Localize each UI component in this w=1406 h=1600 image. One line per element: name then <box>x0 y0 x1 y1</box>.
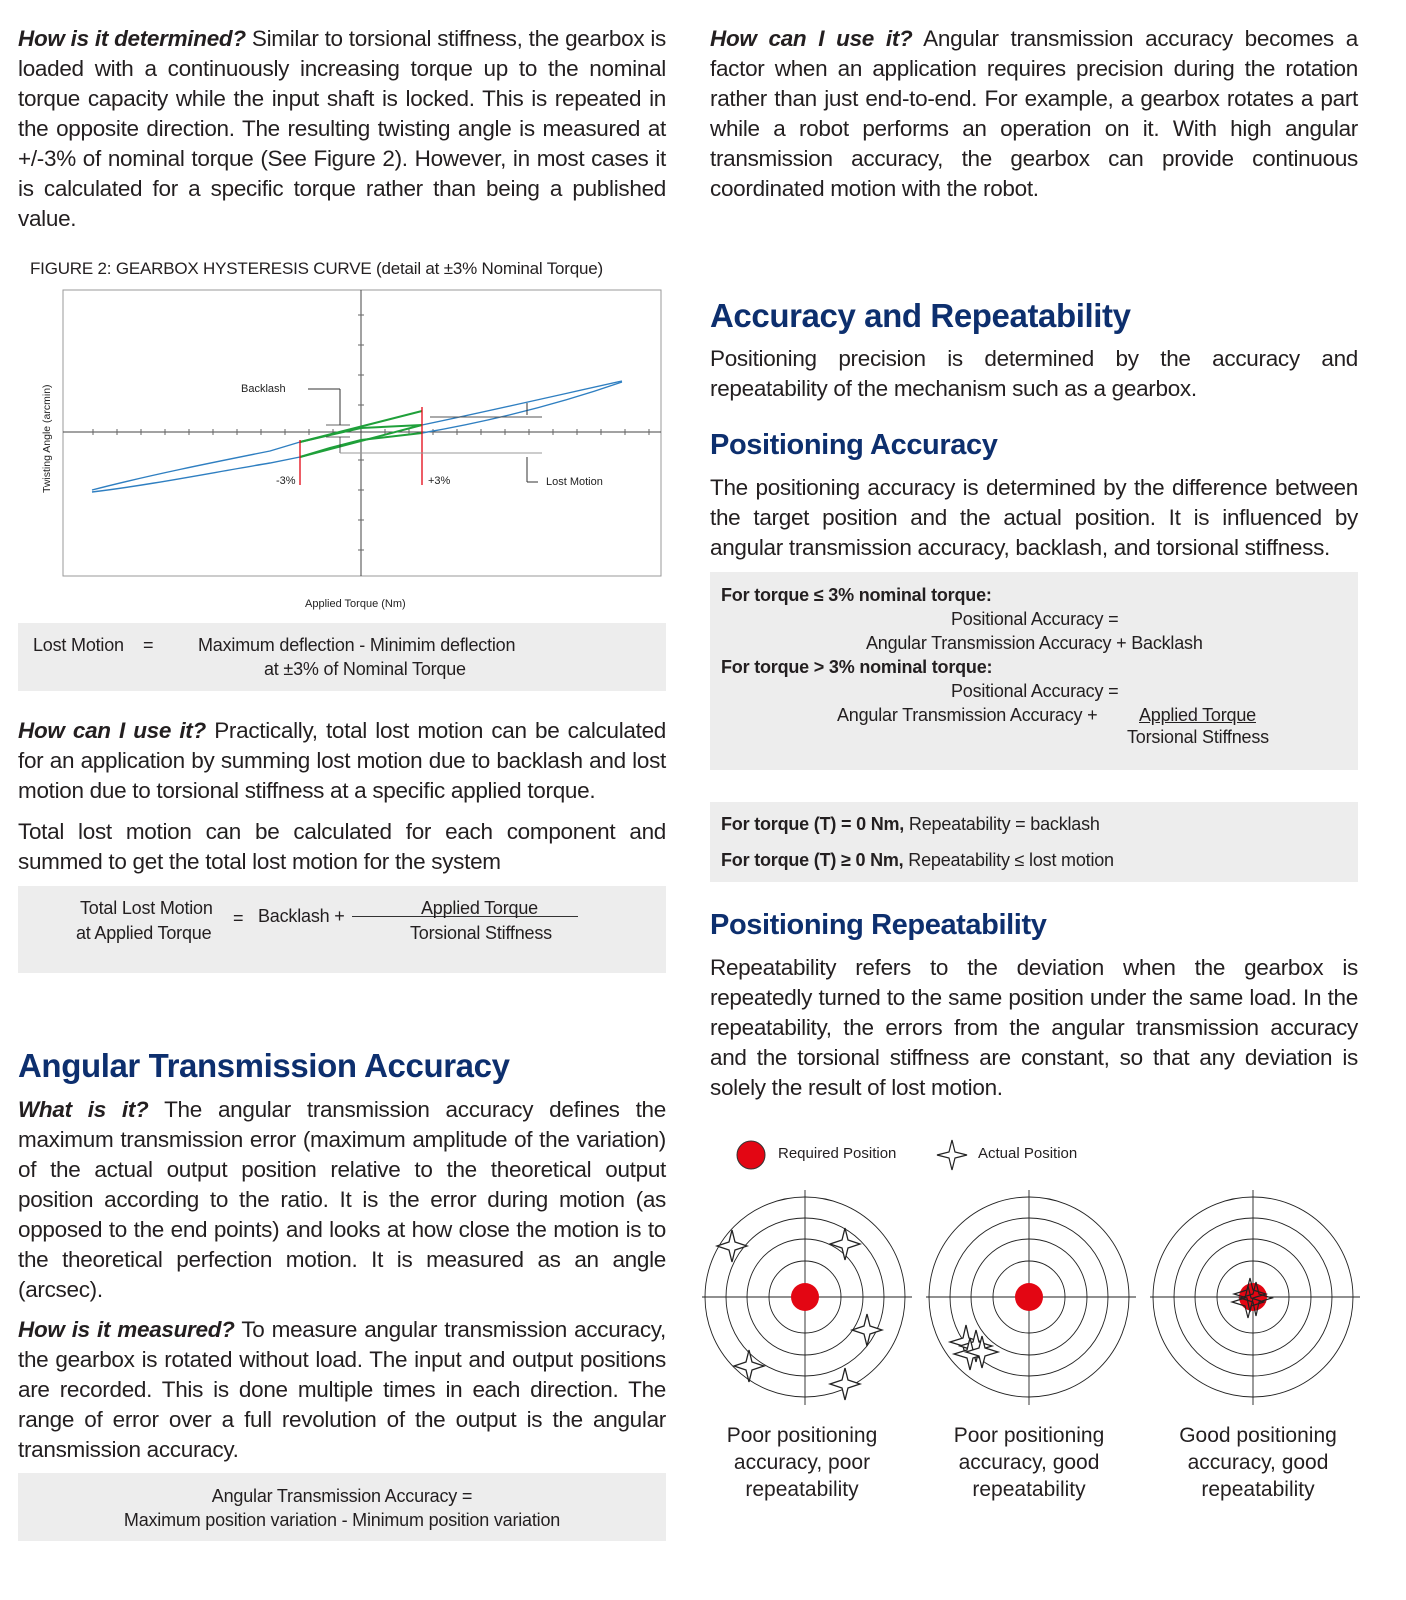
lost-motion-equals: = <box>143 635 154 655</box>
determined-paragraph <box>18 24 666 234</box>
use-paragraph-left <box>18 716 666 806</box>
total-lost-motion-box <box>18 886 666 973</box>
rep-row-1 <box>721 812 1100 836</box>
figure-title: FIGURE 2: GEARBOX HYSTERESIS CURVE (detail at ±3% Nominal Torque) <box>30 259 603 278</box>
chart-backlash-label: Backlash <box>241 383 286 395</box>
accuracy-repeatability-heading: Accuracy and Repeatability <box>710 297 1131 334</box>
caption-3-line2: accuracy, good <box>1187 1451 1329 1474</box>
ata-formula-line2: Maximum position variation - Minimum position variation <box>123 1510 561 1530</box>
chart-plus3-label: +3% <box>428 475 451 487</box>
chart-ylabel: Twisting Angle (arcmin) <box>41 384 53 493</box>
pa-case2-line1: Positional Accuracy = <box>951 681 1119 701</box>
pa-case2-numerator: Applied Torque <box>1139 705 1256 725</box>
repeatability-box <box>710 802 1358 882</box>
use-lead-left: How can I use it? <box>18 718 206 743</box>
rep-row-2 <box>721 848 1114 872</box>
lost-motion-formula-box <box>18 623 666 691</box>
accuracy-repeatability-text: Positioning precision is determined by the accuracy and repeatability of the mechanism such as a gearbox. <box>710 346 1358 401</box>
total-lhs2: at Applied Torque <box>76 923 212 943</box>
caption-2-line1: Poor positioning <box>953 1424 1105 1447</box>
use-text-right: Angular transmission accuracy becomes a factor when an application requires precision during the rotation rather than just end-to-end. For example, a gearbox rotates a part while a robot performs an operation on it. With high angular transmission accuracy, the gearbox can provide continuous coordinated motion with the robot. <box>710 26 1358 201</box>
lost-motion-line2: at ±3% of Nominal Torque <box>264 659 466 679</box>
caption-1-line1: Poor positioning <box>726 1424 878 1447</box>
target-poor-good <box>926 1190 1136 1405</box>
measured-text: To measure angular transmission accuracy, the gearbox is rotated without load. The input and output positions are recorded. This is done multiple times in each direction. The range of error over a full revolution of the output is the angular transmission accuracy. <box>18 1317 666 1462</box>
positioning-accuracy-text: The positioning accuracy is determined by the difference between the target position and the actual position. It is influenced by angular transmission accuracy, backlash, and torsional stiffness. <box>710 475 1358 560</box>
total-equals: = <box>233 908 244 928</box>
chart-xlabel: Applied Torque (Nm) <box>305 598 406 610</box>
hysteresis-chart <box>30 285 670 615</box>
what-text: The angular transmission accuracy defines the maximum transmission error (maximum amplitude of the variation) of the actual output position relative to the theoretical output position according to the ratio. It is the error during motion (as opposed to the end points) and looks at how close the motion is to the theoretical perfection motion. It is measured as an angle (arcsec). <box>18 1097 666 1302</box>
caption-3-line3: repeatability <box>1201 1478 1315 1501</box>
target-good-good <box>1150 1190 1360 1405</box>
what-paragraph <box>18 1095 666 1305</box>
use-text-left: Practically, total lost motion can be calculated for an application by summing lost motion due to backlash and lost motion due to torsional stiffness at a specific applied torque. <box>18 718 666 803</box>
lost-motion-lhs: Lost Motion <box>33 635 124 655</box>
ata-formula-line1: Angular Transmission Accuracy = <box>211 1486 473 1506</box>
ata-formula-box <box>18 1473 666 1541</box>
use-paragraph-right <box>710 24 1358 204</box>
required-position-icon <box>735 1138 769 1172</box>
rep-row-1-bold: For torque (T) = 0 Nm, <box>721 814 905 834</box>
positioning-repeatability-heading: Positioning Repeatability <box>710 909 1047 941</box>
pa-case2-label: For torque > 3% nominal torque: <box>721 657 993 677</box>
caption-3-line1: Good positioning <box>1179 1424 1337 1447</box>
target-caption-2 <box>929 1422 1129 1503</box>
target-caption-1 <box>702 1422 902 1503</box>
positioning-repeatability-text: Repeatability refers to the deviation when the gearbox is repeatedly turned to the same position under the same load. In the repeatability, the errors from the angular transmission accuracy and the torsional stiffness are constant, so that any deviation is solely the result of lost motion. <box>710 955 1358 1100</box>
ata-heading: Angular Transmission Accuracy <box>18 1047 510 1084</box>
total-lhs1: Total Lost Motion <box>80 898 213 918</box>
caption-2-line3: repeatability <box>972 1478 1086 1501</box>
pa-case1-line2: Angular Transmission Accuracy + Backlash <box>866 633 1203 653</box>
chart-lost-motion-label: Lost Motion <box>546 476 603 488</box>
use-lead-right: How can I use it? <box>710 26 913 51</box>
chart-minus3-label: -3% <box>276 475 296 487</box>
determined-text: Similar to torsional stiffness, the gearbox is loaded with a continuously increasing torque up to the nominal torque capacity while the input shaft is locked. This is repeated in the opposite direction. The resulting twisting angle is measured at +/-3% of nominal torque (See Figure 2). However, in most cases it is calculated for a specific torque rather than being a published value. <box>18 26 666 231</box>
total-backlash: Backlash + <box>258 906 345 926</box>
determined-lead: How is it determined? <box>18 26 246 51</box>
total-numerator: Applied Torque <box>421 898 538 918</box>
total-paragraph: Total lost motion can be calculated for each component and summed to get the total lost motion for the system <box>18 819 666 874</box>
what-lead: What is it? <box>18 1097 149 1122</box>
actual-position-label: Actual Position <box>978 1145 1078 1162</box>
caption-2-line2: accuracy, good <box>958 1451 1100 1474</box>
positioning-accuracy-heading: Positioning Accuracy <box>710 429 998 461</box>
rep-row-2-bold: For torque (T) ≥ 0 Nm, <box>721 850 904 870</box>
pa-case2-denominator: Torsional Stiffness <box>1127 727 1269 747</box>
target-legend <box>735 1138 1135 1172</box>
total-denominator: Torsional Stiffness <box>410 923 552 943</box>
caption-1-line3: repeatability <box>745 1478 859 1501</box>
measured-lead: How is it measured? <box>18 1317 235 1342</box>
positional-accuracy-box <box>710 572 1358 770</box>
actual-position-star-icon <box>935 1138 969 1172</box>
required-position-label: Required Position <box>778 1145 897 1162</box>
lost-motion-line1: Maximum deflection - Minimim deflection <box>198 635 516 655</box>
caption-1-line2: accuracy, poor <box>733 1451 871 1474</box>
target-caption-3 <box>1158 1422 1358 1503</box>
rep-row-1-text: Repeatability = backlash <box>904 814 1100 834</box>
measured-paragraph <box>18 1315 666 1465</box>
pa-case1-label: For torque ≤ 3% nominal torque: <box>721 585 992 605</box>
rep-row-2-text: Repeatability ≤ lost motion <box>903 850 1114 870</box>
target-poor-poor <box>702 1190 912 1405</box>
pa-case2-line2: Angular Transmission Accuracy + <box>837 705 1098 725</box>
pa-case1-line1: Positional Accuracy = <box>951 609 1119 629</box>
